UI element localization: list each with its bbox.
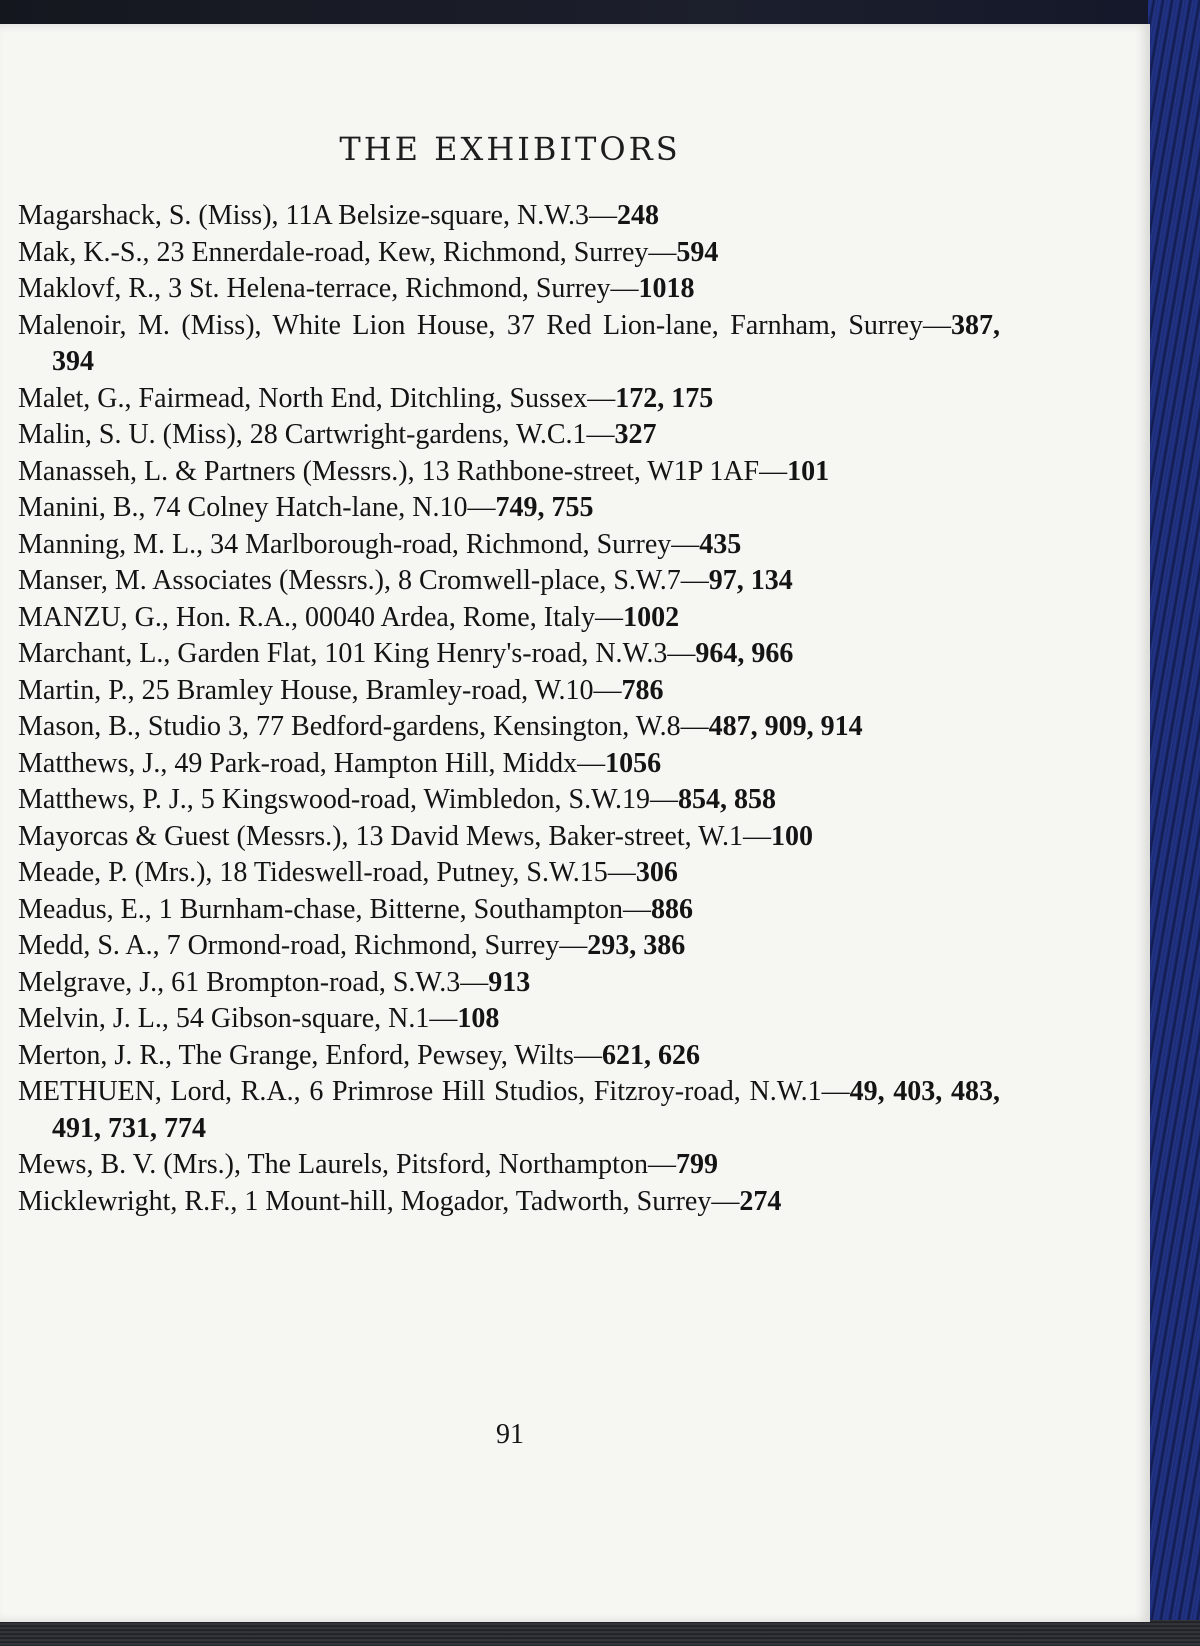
list-item: Manini, B., 74 Colney Hatch-lane, N.10—749, 755 <box>18 492 594 523</box>
page-title: THE EXHIBITORS <box>339 130 681 168</box>
list-item: MANZU, G., Hon. R.A., 00040 Ardea, Rome, Italy—1002 <box>18 601 680 633</box>
list-item: Mason, B., Studio 3, 77 Bedford-gardens, Kensington, W.8—487, 909, 914 <box>18 711 863 742</box>
list-item: Matthews, P. J., 5 Kingswood-road, Wimbledon, S.W.19—854, 858 <box>18 784 776 815</box>
list-item: Melvin, J. L., 54 Gibson-square, N.1—108 <box>18 1003 500 1034</box>
list-item: Matthews, J., 49 Park-road, Hampton Hill, Middx—1056 <box>18 747 662 779</box>
page-number: 91 <box>496 1419 524 1450</box>
list-item: Manasseh, L. & Partners (Messrs.), 13 Rathbone-street, W1P 1AF—101 <box>18 455 830 487</box>
list-item: Mayorcas & Guest (Messrs.), 13 David Mews, Baker-street, W.1—100 <box>18 820 813 852</box>
list-item: Meadus, E., 1 Burnham-chase, Bitterne, Southampton—886 <box>18 893 693 925</box>
list-item: Maklovf, R., 3 St. Helena-terrace, Richmond, Surrey—1018 <box>18 273 695 304</box>
list-item: Marchant, L., Garden Flat, 101 King Henry's-road, N.W.3—964, 966 <box>18 638 794 669</box>
list-item: Malet, G., Fairmead, North End, Ditchling, Sussex—172, 175 <box>18 382 714 414</box>
list-item: Micklewright, R.F., 1 Mount-hill, Mogador, Tadworth, Surrey—274 <box>18 1185 782 1217</box>
exhibitor-list <box>18 198 1000 1220</box>
list-item: Melgrave, J., 61 Brompton-road, S.W.3—913 <box>18 966 531 998</box>
list-item: Martin, P., 25 Bramley House, Bramley-road, W.10—786 <box>18 674 664 706</box>
list-item: Magarshack, S. (Miss), 11A Belsize-square, N.W.3—248 <box>18 200 660 231</box>
list-item: METHUEN, Lord, R.A., 6 Primrose Hill Studios, Fitzroy-road, N.W.1—49, 403, 483, 491, 731, 774 <box>18 1076 1001 1144</box>
list-item: Medd, S. A., 7 Ormond-road, Richmond, Surrey—293, 386 <box>18 930 686 961</box>
list-item: Malin, S. U. (Miss), 28 Cartwright-gardens, W.C.1—327 <box>18 419 657 450</box>
list-item: Mews, B. V. (Mrs.), The Laurels, Pitsford, Northampton—799 <box>18 1149 718 1180</box>
book-cover-edge <box>1148 0 1200 1646</box>
list-item: Manning, M. L., 34 Marlborough-road, Richmond, Surrey—435 <box>18 528 742 560</box>
list-item: Merton, J. R., The Grange, Enford, Pewsey, Wilts—621, 626 <box>18 1039 700 1071</box>
list-item: Manser, M. Associates (Messrs.), 8 Cromwell-place, S.W.7—97, 134 <box>18 565 793 596</box>
list-item: Mak, K.-S., 23 Ennerdale-road, Kew, Richmond, Surrey—594 <box>18 236 719 268</box>
book-cover-bottom-edge <box>0 1620 1200 1646</box>
list-item: Malenoir, M. (Miss), White Lion House, 37 Red Lion-lane, Farnham, Surrey—387, 394 <box>18 309 1000 377</box>
list-item: Meade, P. (Mrs.), 18 Tideswell-road, Putney, S.W.15—306 <box>18 857 678 888</box>
book-page <box>0 24 1150 1622</box>
